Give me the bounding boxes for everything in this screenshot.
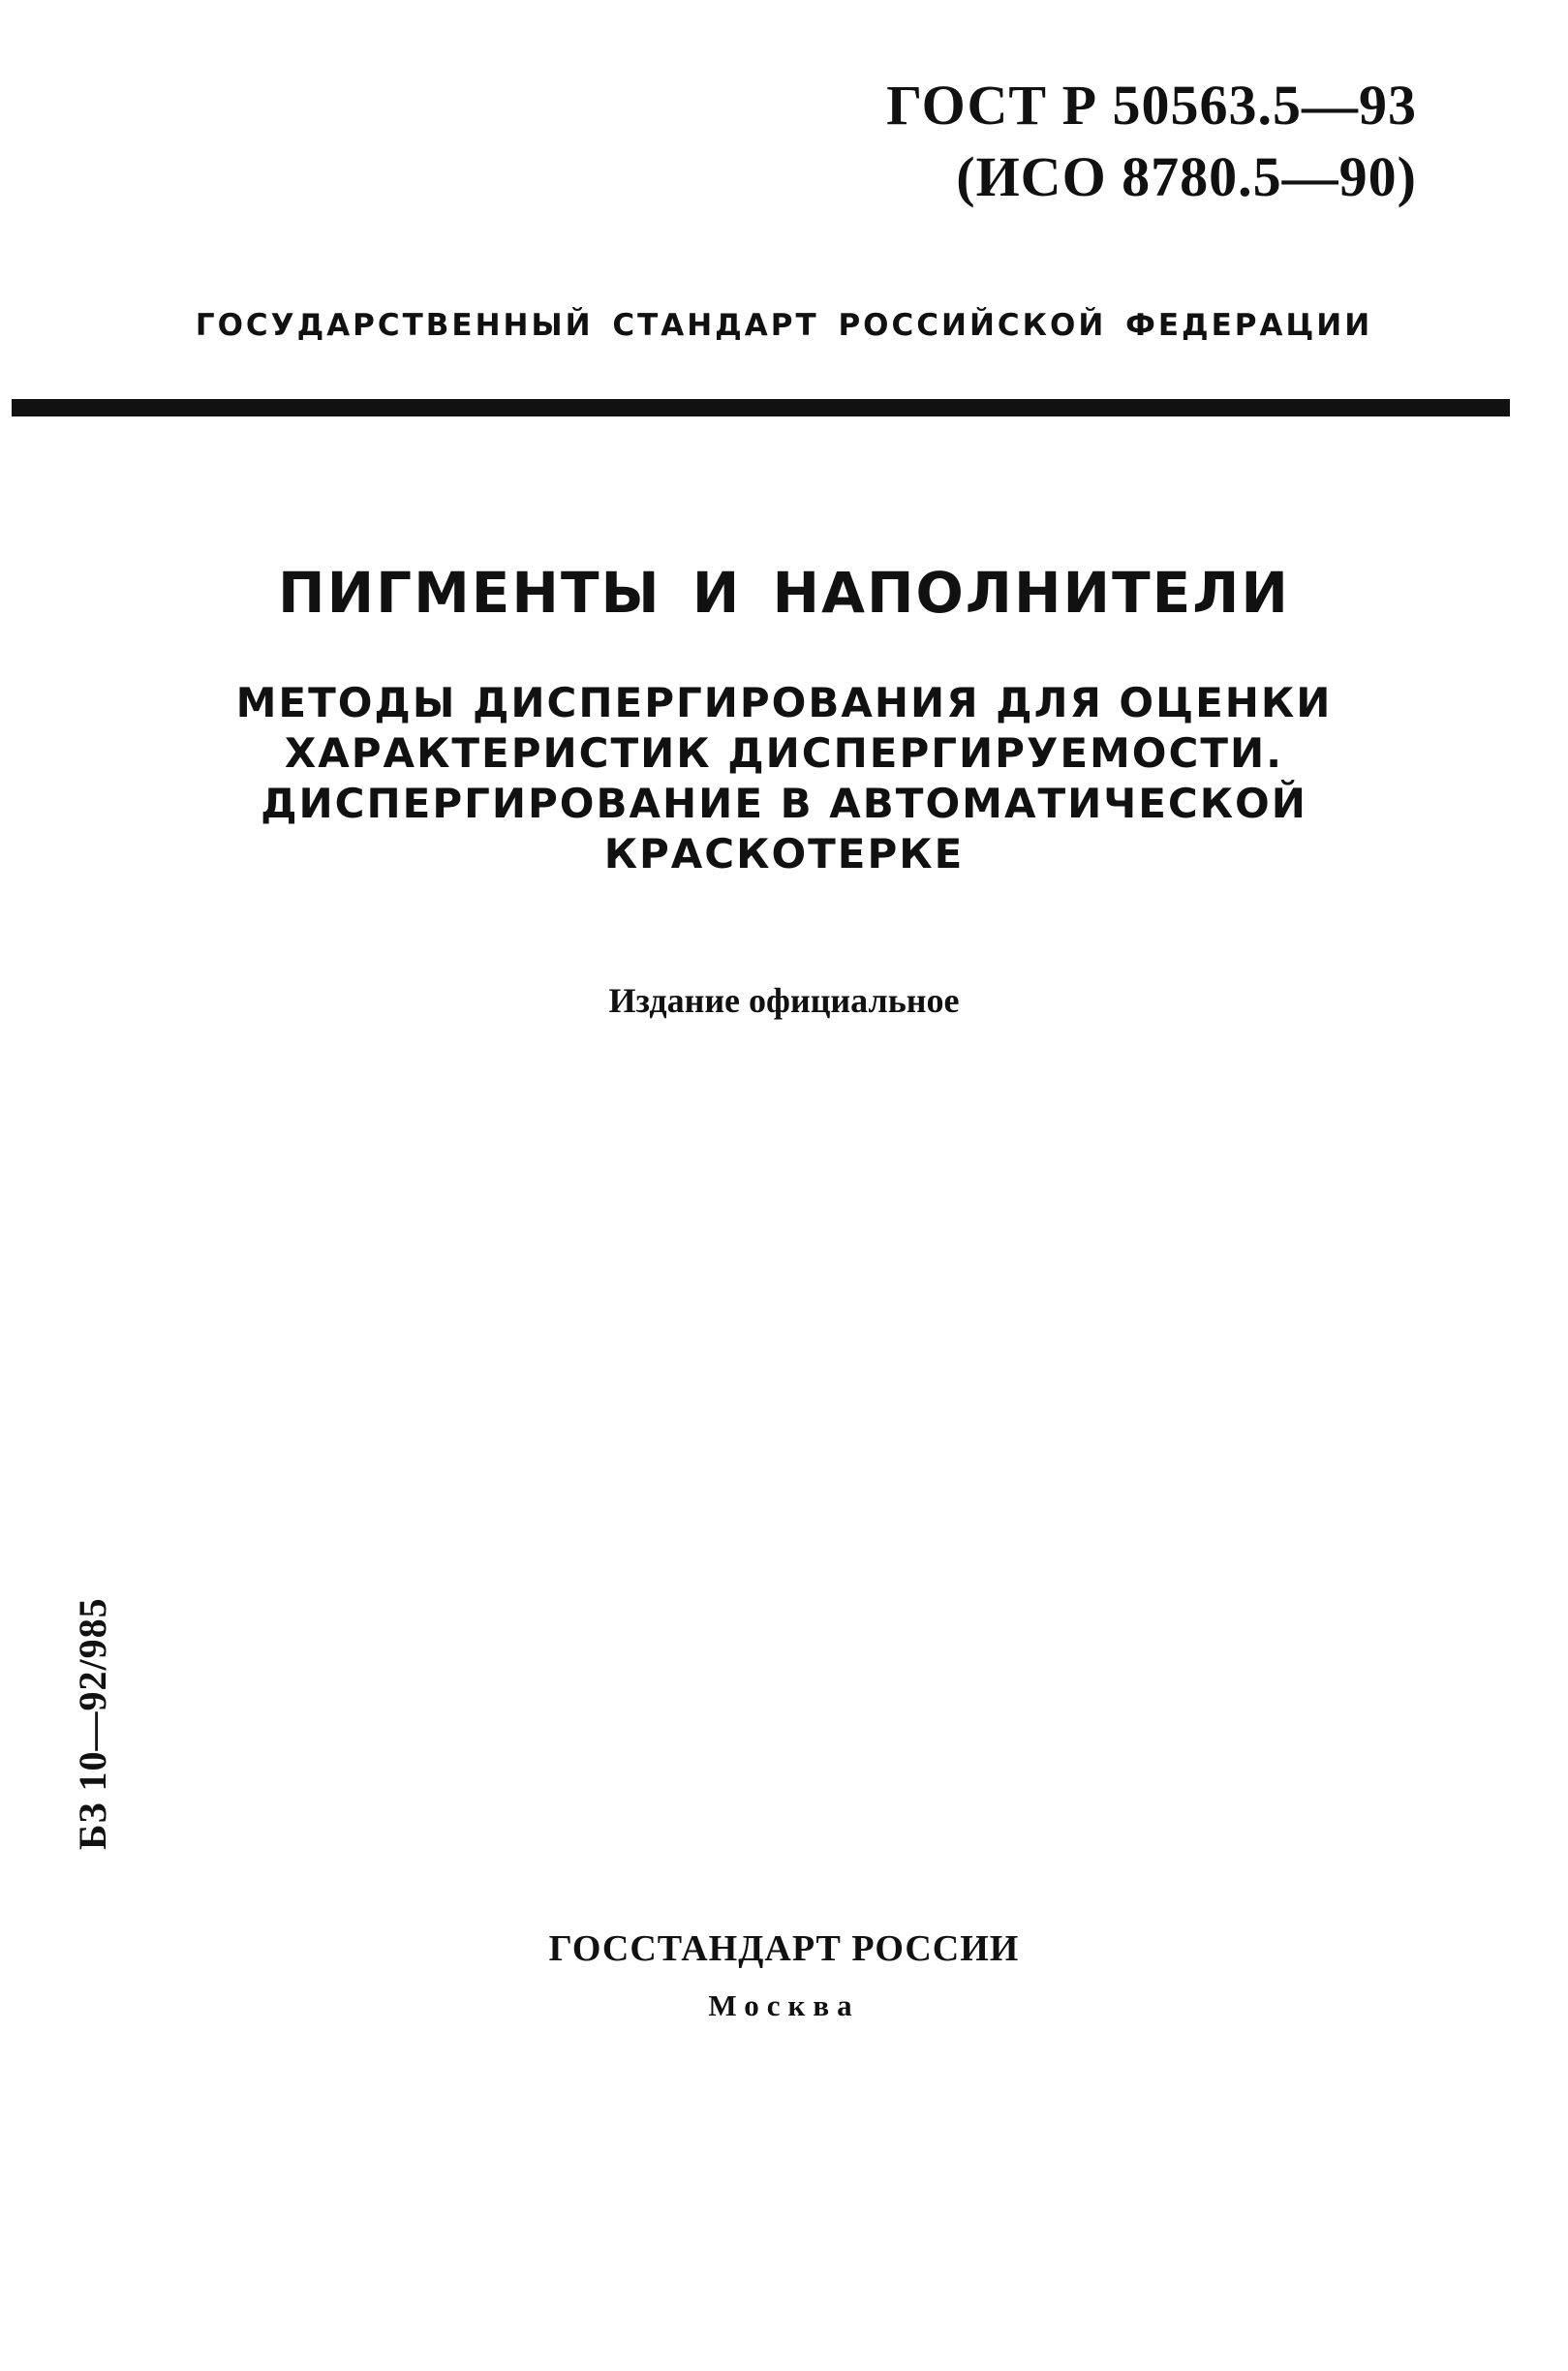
standard-header: ГОСУДАРСТВЕННЫЙ СТАНДАРТ РОССИЙСКОЙ ФЕДЕРАЦИИ [195,308,1373,343]
gost-number: ГОСТ Р 50563.5—93 [886,74,1417,137]
subtitle-line: ДИСПЕРГИРОВАНИЕ В АВТОМАТИЧЕСКОЙ [261,780,1307,827]
iso-number: (ИСО 8780.5—90) [956,145,1417,208]
side-catalog-code: БЗ 10—92/985 [71,1597,114,1850]
header-rule [12,399,1510,416]
subtitle-line: ХАРАКТЕРИСТИК ДИСПЕРГИРУЕМОСТИ. [284,729,1284,777]
subtitle-line: КРАСКОТЕРКЕ [603,830,965,878]
edition-label: Издание официальное [608,981,960,1020]
document-title: ПИГМЕНТЫ И НАПОЛНИТЕЛИ [278,560,1290,626]
subtitle-line: МЕТОДЫ ДИСПЕРГИРОВАНИЯ ДЛЯ ОЦЕНКИ [235,679,1333,726]
publisher-name: ГОССТАНДАРТ РОССИИ [548,1928,1020,1969]
publisher-city: Москва [708,1988,860,2022]
document-subtitle [0,678,1568,879]
standard-designation [886,70,1417,213]
